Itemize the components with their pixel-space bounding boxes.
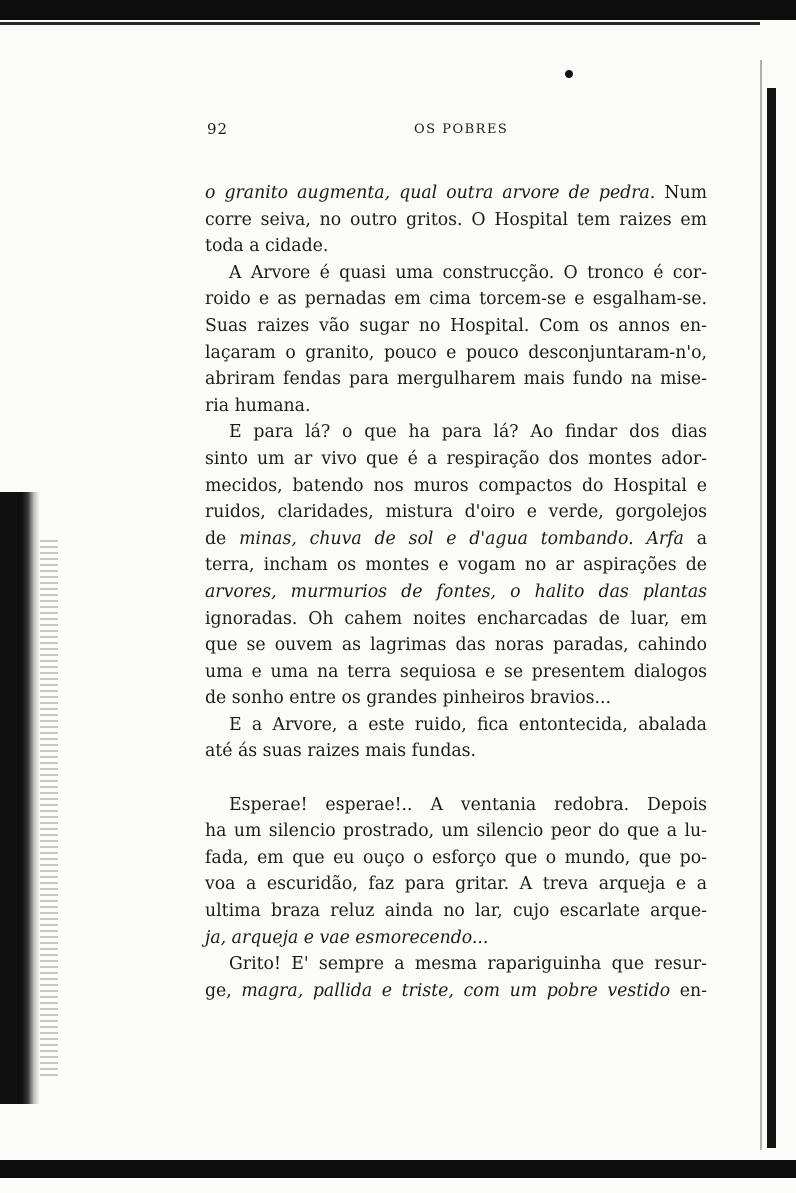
- text-line: [205, 473, 707, 500]
- text-run: ignoradas. Oh cahem noites encharcadas de luar, em: [205, 608, 707, 629]
- text-run: uma e uma na terra sequiosa e se presentem dialogos: [205, 661, 707, 682]
- text-run: de: [205, 528, 240, 549]
- text-run: ruidos, claridades, mistura d'oiro e verde, gorgolejos: [205, 502, 707, 523]
- text-line: [205, 393, 707, 420]
- text-run: voa a escuridão, faz para gritar. A treva arqueja e a: [205, 874, 707, 895]
- text-line: [205, 712, 707, 739]
- paragraph: [205, 180, 707, 260]
- text-line: [205, 738, 707, 765]
- page-header: [207, 120, 707, 144]
- text-line: [205, 579, 707, 606]
- text-line: [205, 366, 707, 393]
- text-run: sinto um ar vivo que é a respiração dos montes ador-: [205, 448, 707, 469]
- page-number: 92: [207, 120, 229, 138]
- text-run: corre seiva, no outro gritos. O Hospital tem raizes em: [205, 209, 707, 230]
- text-run: terra, incham os montes e vogam no ar aspirações de: [205, 555, 707, 576]
- text-line: [205, 925, 707, 952]
- italic-text: arvores, murmurios de fontes, o halito das plantas: [205, 581, 707, 602]
- text-line: [205, 419, 707, 446]
- text-line: [205, 632, 707, 659]
- text-run: Grito! E' sempre a mesma rapariguinha que resur-: [229, 954, 707, 975]
- text-run: A Arvore é quasi uma construcção. O tronco é cor-: [229, 262, 707, 283]
- text-run: até ás suas raizes mais fundas.: [205, 741, 477, 762]
- body-text: [205, 180, 707, 1004]
- text-run: ria humana.: [205, 395, 311, 416]
- paragraph: [205, 260, 707, 420]
- text-line: [205, 233, 707, 260]
- text-run: fada, em que eu ouço o esforço que o mundo, que po-: [205, 847, 707, 868]
- text-run: que se ouvem as lagrimas das noras paradas, cahindo: [205, 635, 707, 656]
- text-run: laçaram o granito, pouco e pouco desconjuntaram-n'o,: [205, 342, 707, 363]
- text-run: Esperae! esperae!.. A ventania redobra. Depois: [229, 794, 707, 815]
- text-run: E a Arvore, a este ruido, fica entontecida, abalada: [229, 714, 707, 735]
- text-run: mecidos, batendo nos muros compactos do Hospital e: [205, 475, 707, 496]
- scan-border-top: [0, 0, 796, 20]
- text-line: [205, 792, 707, 819]
- text-run: abriram fendas para mergulharem mais fundo na mise-: [205, 369, 707, 390]
- text-line: [205, 978, 707, 1005]
- scan-edge-right-thin: [760, 60, 762, 1150]
- text-run: Num: [655, 183, 707, 203]
- text-line: [205, 606, 707, 633]
- text-line: [205, 446, 707, 473]
- italic-text: minas, chuva de sol e d'agua tombando. Arfa: [239, 528, 684, 549]
- paragraph: [205, 951, 707, 1004]
- ink-speck: [565, 70, 573, 78]
- text-run: Suas raizes vão sugar no Hospital. Com os annos en-: [205, 315, 707, 336]
- text-line: [205, 286, 707, 313]
- scan-border-top-thin: [0, 22, 760, 25]
- text-line: [205, 260, 707, 287]
- text-run: ge,: [205, 980, 242, 1001]
- text-run: ultima braza reluz ainda no lar, cujo escarlate arque-: [205, 901, 707, 922]
- text-line: [205, 499, 707, 526]
- scan-edge-left-texture: [40, 540, 58, 1080]
- text-line: [205, 180, 707, 207]
- text-line: [205, 871, 707, 898]
- text-run: E para lá? o que ha para lá? Ao findar dos dias: [229, 422, 707, 443]
- text-line: [205, 685, 707, 712]
- text-line: [205, 207, 707, 234]
- paragraph: [205, 712, 707, 765]
- text-run: ha um silencio prostrado, um silencio peor do que a lu-: [205, 821, 707, 842]
- scan-border-bottom: [0, 1160, 796, 1178]
- scan-edge-right: [767, 88, 776, 1148]
- text-run: de sonho entre os grandes pinheiros bravios...: [205, 688, 611, 709]
- paragraph: [205, 419, 707, 712]
- text-line: [205, 340, 707, 367]
- text-line: [205, 818, 707, 845]
- italic-text: magra, pallida e triste, com um pobre vestido: [241, 980, 671, 1001]
- text-run: en-: [670, 980, 707, 1001]
- text-run: a: [683, 528, 708, 549]
- scan-edge-left: [0, 492, 40, 1104]
- text-line: [205, 951, 707, 978]
- text-line: [205, 898, 707, 925]
- italic-text: o granito augmenta, qual outra arvore de pedra.: [205, 183, 656, 203]
- text-line: [205, 552, 707, 579]
- text-line: [205, 659, 707, 686]
- text-run: toda a cidade.: [205, 236, 329, 257]
- text-run: roido e as pernadas em cima torcem-se e esgalham-se.: [205, 289, 707, 310]
- italic-text: ja, arqueja e vae esmorecendo...: [205, 927, 489, 948]
- text-line: [205, 313, 707, 340]
- section-gap: [205, 765, 707, 792]
- paragraph: [205, 792, 707, 952]
- text-line: [205, 526, 707, 553]
- running-title: OS POBRES: [414, 122, 509, 137]
- text-line: [205, 845, 707, 872]
